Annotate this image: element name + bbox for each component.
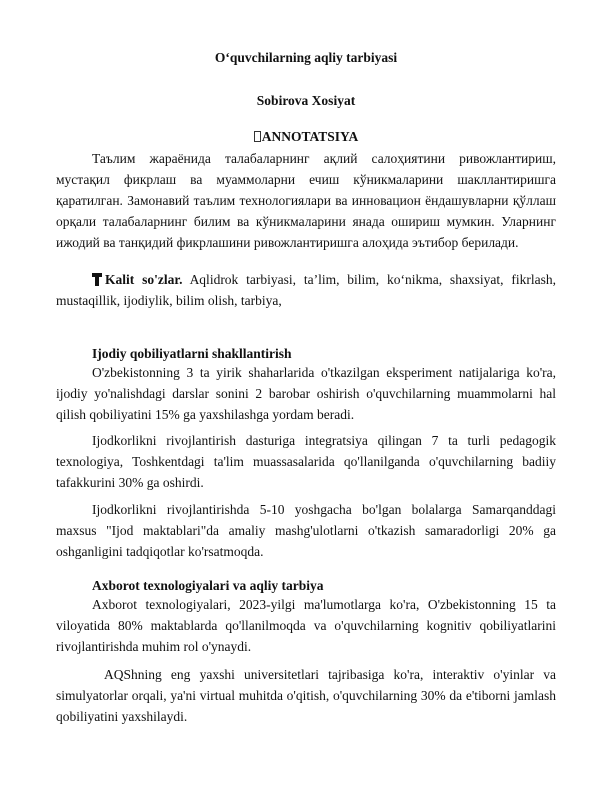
- keywords-text: Aqlidrok tarbiyasi, ta’lim, bilim, ko‘nikma, shaxsiyat, fikrlash, mustaqillik, ijodiylik, bilim olish, tarbiya,: [56, 272, 556, 308]
- section-heading-it: Axborot texnologiyalari va aqliy tarbiya: [92, 578, 324, 593]
- document-title: O‘quvchilarning aqliy tarbiyasi: [214, 50, 398, 65]
- section-heading-creativity: Ijodiy qobiliyatlarni shakllantirish: [92, 346, 292, 361]
- section2-paragraph-1: Axborot texnologiyalari, 2023-yilgi ma'lumotlarga ko'ra, O'zbekistonning 15 ta viloyatida 80% maktablarda qo'llanilmoqda va o'quvchilarning kognitiv qobiliyatlarini rivojlantirishda muhim rol o'ynaydi.: [56, 597, 556, 654]
- keywords-paragraph: [56, 269, 556, 311]
- section1-paragraph-1: O'zbekistonning 3 ta yirik shaharlarida o'tkazilgan eksperiment natijalariga ko'ra, ijodiy yo'nalishdagi darslar sonini 2 barobar oshirish o'quvchilarning muammolarni hal qilish qobiliyatini 15% ga yaxshilashga yordam beradi.: [56, 365, 556, 422]
- document-page: [56, 0, 556, 792]
- annotation-heading-text: ANNOTATSIYA: [261, 129, 359, 144]
- section2-paragraph-2: AQShning eng yaxshi universitetlari tajribasiga ko'ra, interaktiv o'yinlar va simulyatorlar orqali, ya'ni virtual muhitda o'qitish, o'quvchilarning 30% da e'tiborni jamlash qobiliyatini yaxshilaydi.: [56, 667, 556, 724]
- author-name: Sobirova Xosiyat: [256, 93, 356, 108]
- key-icon: [92, 273, 102, 286]
- section1-paragraph-3: Ijodkorlikni rivojlantirishda 5-10 yoshgacha bo'lgan bolalarga Samarqanddagi maxsus "Ijod maktablari"da amaliy mashg'ulotlarni o'tkazish samaradorligi 20% ga oshganligini tadqiqotlar ko'rsatmoqda.: [56, 502, 556, 559]
- section1-paragraph-2: Ijodkorlikni rivojlantirish dasturiga integratsiya qilingan 7 ta turli pedagogik texnologiya, Toshkentdagi ta'lim muassasalarida qo'llanilganda o'quvchilarning badiiy tafakkurini 30% ga oshirdi.: [56, 433, 556, 490]
- annotation-heading: [56, 129, 556, 145]
- keywords-label: Kalit so'zlar.: [105, 272, 183, 287]
- annotation-text: Таълим жараёнида талабаларнинг ақлий салоҳиятини ривожлантириш, мустақил фикрлаш ва муаммоларни ечиш кўникмаларини шакллантиришга қаратилган. Замонавий таълим технологиялари ва инновацион ёндашувларни қўллаш орқали талабаларнинг билим ва кўникмаларини янада ошириш мумкин. Уларнинг ижодий ва танқидий фикрлашини ривожлантиришга алоҳида эътибор берилади.: [56, 151, 556, 250]
- missing-glyph-icon: [254, 131, 261, 142]
